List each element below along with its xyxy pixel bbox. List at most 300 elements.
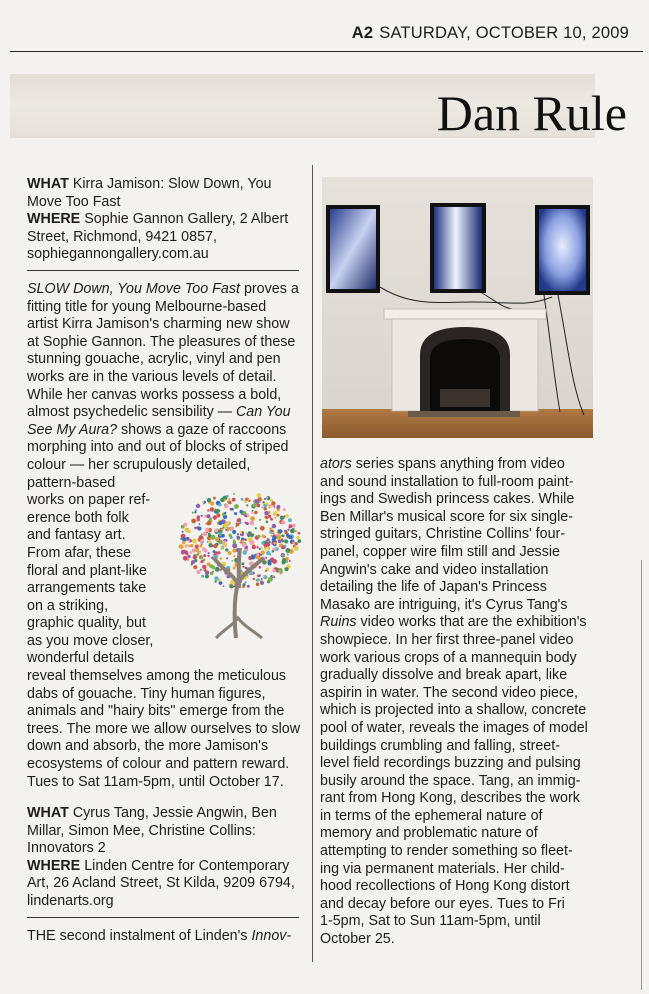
tree-dot [200, 569, 202, 571]
tree-dot [257, 493, 262, 498]
tree-dot [202, 501, 204, 503]
tree-dot [210, 507, 214, 511]
tree-dot [263, 504, 267, 508]
tree-dot [259, 519, 261, 521]
tree-dot [250, 516, 255, 521]
tree-dot [232, 543, 237, 548]
tree-dot [292, 542, 294, 544]
tree-dot [294, 546, 299, 551]
review2-line: and sound installation to full-room paint- [320, 473, 574, 490]
tree-dot [231, 508, 234, 511]
tree-dot [275, 517, 277, 519]
tree-dot [206, 514, 210, 518]
tree-dot [233, 567, 236, 570]
tree-dot [213, 544, 218, 549]
tree-artwork-image [176, 488, 304, 644]
header-rule [10, 51, 643, 52]
tree-dot [201, 515, 203, 517]
tree-dot [241, 498, 244, 501]
tree-dot [228, 501, 232, 505]
tree-dot [183, 523, 187, 527]
tree-dot [257, 578, 260, 581]
tree-dot [220, 557, 223, 560]
tree-dot [294, 531, 296, 533]
review2-line: and decay before our eyes. Tues to Fri [320, 895, 565, 912]
tree-dot [262, 535, 266, 539]
tree-dot [232, 498, 236, 502]
tree-dot [234, 504, 239, 509]
tree-dot [192, 539, 197, 544]
tree-dot [202, 565, 206, 569]
tree-dot [243, 550, 247, 554]
tree-dot [273, 534, 275, 536]
tree-dot [225, 548, 228, 551]
tree-dot [245, 567, 247, 569]
tree-dot [186, 544, 189, 547]
tree-dot [288, 535, 292, 539]
tree-dot [232, 530, 236, 534]
tree-dot [218, 540, 222, 544]
tree-dot [265, 570, 267, 572]
tree-dot [272, 548, 275, 551]
review1-line: as you move closer, [27, 632, 154, 649]
tree-dot [252, 510, 254, 512]
tree-dot [281, 546, 285, 550]
column-rule [312, 165, 313, 962]
review2-line: in terms of the ephemeral nature of [320, 807, 543, 824]
review1-line: works are in the various levels of detail. [27, 368, 277, 385]
tree-dot [263, 501, 265, 503]
tree-dot [200, 560, 203, 563]
tree-dot [215, 567, 220, 572]
tree-dot [272, 524, 276, 528]
review2-line: pool of water, reveals the images of model [320, 719, 588, 736]
tree-dot [244, 538, 247, 541]
tree-dot [197, 526, 201, 530]
tree-dot [235, 526, 237, 528]
review2-line: panel, copper wire film still and Jessie [320, 543, 560, 560]
tree-dot [259, 566, 262, 569]
tree-dot [266, 551, 270, 555]
tree-dot [210, 501, 214, 505]
tree-dot [287, 553, 289, 555]
tree-dot [289, 560, 291, 562]
review2-line: aspirin in water. The second video piece, [320, 684, 579, 701]
tree-dot [271, 535, 273, 537]
tree-dot [256, 583, 260, 587]
tree-dot [257, 504, 261, 508]
tree-dot [225, 544, 227, 546]
tree-dot [282, 558, 286, 562]
tree-dot [242, 540, 244, 542]
tree-dot [247, 533, 250, 536]
tree-dot [242, 585, 245, 588]
review2-line: Ben Millar's musical score for six single- [320, 508, 573, 525]
tree-dot [202, 547, 206, 551]
tree-dot [229, 534, 232, 537]
tree-dot [218, 521, 222, 525]
tree-dot [273, 511, 277, 515]
review1-line: almost psychedelic sensibility — [27, 404, 236, 421]
tree-dot [258, 575, 261, 578]
tree-dot [292, 524, 296, 528]
review2-where: Linden Centre for Contemporary Art, 26 Acland Street, St Kilda, 9209 6794, lindenarts.org [27, 857, 295, 909]
review2-line: October 25. [320, 931, 395, 948]
tree-dot [237, 533, 239, 535]
tree-dot [278, 539, 282, 543]
tree-dot [276, 505, 280, 509]
page-header [0, 24, 629, 43]
tree-dot [232, 549, 236, 553]
tree-dot [239, 531, 242, 534]
tree-dot [194, 511, 196, 513]
tree-dot [193, 555, 197, 559]
review2-line: gradually dissolve and break apart, like [320, 667, 568, 684]
tree-dot [223, 527, 225, 529]
tree-dot [240, 541, 242, 543]
issue-date: SATURDAY, OCTOBER 10, 2009 [379, 24, 629, 42]
tree-dot [233, 539, 235, 541]
tree-dot [203, 554, 206, 557]
tree-dot [250, 540, 255, 545]
page-number: A2 [351, 24, 374, 42]
tree-dot [194, 527, 197, 530]
tree-dot [297, 539, 301, 543]
review1-line: and fantasy art. [27, 527, 126, 544]
tree-dot [203, 532, 207, 536]
tree-dot [186, 537, 189, 540]
tree-dot [210, 572, 214, 576]
tree-dot [213, 550, 216, 553]
tree-dot [219, 503, 222, 506]
tree-dot [219, 570, 221, 572]
tree-dot [295, 542, 298, 545]
tree-dot [288, 518, 292, 522]
tree-dot [237, 538, 239, 540]
review1-line: shows a gaze of raccoons [117, 421, 287, 438]
tree-dot [245, 498, 248, 501]
tree-dot [284, 567, 288, 571]
tree-dot [251, 512, 253, 514]
tree-dot [264, 549, 266, 551]
tree-dot [280, 516, 284, 520]
review2-line: level field recordings buzzing and pulsing [320, 755, 581, 772]
tree-dot [296, 536, 299, 539]
artwork-title: Ruins [320, 614, 357, 631]
tree-dot [214, 576, 218, 580]
tree-dot [261, 578, 263, 580]
tree-dot [260, 526, 265, 531]
review1-line: animals and "hairy bits" emerge from the [27, 703, 285, 720]
tree-dot [205, 523, 207, 525]
tree-dot [262, 507, 264, 509]
tree-dot [223, 585, 225, 587]
tree-dot [239, 521, 242, 524]
tree-dot [230, 526, 234, 530]
review1-line: From afar, these [27, 544, 132, 561]
tree-dot [281, 520, 285, 524]
tree-dot [207, 541, 209, 543]
tree-dot [267, 538, 270, 541]
tree-dot [204, 515, 207, 518]
tree-dot [224, 512, 226, 514]
tree-dot [197, 515, 201, 519]
tree-dot [253, 503, 257, 507]
tree-dot [242, 571, 244, 573]
review1-line: stunning gouache, acrylic, vinyl and pen [27, 351, 281, 368]
tree-dot [251, 555, 256, 560]
tree-dot [250, 533, 254, 537]
tree-dot [298, 532, 301, 535]
tree-dot [210, 538, 212, 540]
tree-dot [189, 551, 192, 554]
review2-line: hood recollections of Hong Kong distort [320, 878, 570, 895]
tree-dot [224, 539, 226, 541]
review2-line: series spans anything from video [351, 456, 565, 472]
tree-dot [226, 557, 228, 559]
tree-dot [225, 529, 227, 531]
review2-line: busily around the space. Tang, an immig- [320, 772, 581, 789]
tree-dot [183, 556, 188, 561]
tree-dot [277, 535, 281, 539]
tree-dot [215, 528, 219, 532]
review1-line: at Sophie Gannon. The pleasures of these [27, 333, 296, 350]
review1-line: proves a [239, 281, 299, 297]
tree-dot [268, 506, 271, 509]
tree-dot [271, 501, 275, 505]
tree-dot [253, 578, 255, 580]
tree-dot [264, 511, 268, 515]
tree-dot [285, 514, 289, 518]
tree-dot [228, 551, 232, 555]
tree-dot [272, 538, 276, 542]
tree-dot [261, 547, 263, 549]
review1-line: on a striking, [27, 597, 109, 614]
what-label: WHAT [27, 805, 69, 821]
divider [27, 917, 299, 918]
review2-line: ings and Swedish princess cakes. While [320, 491, 575, 508]
review1-line: erence both folk [27, 509, 129, 526]
review1-line: While her canvas works possess a bold, [27, 386, 282, 403]
review1-line: works on paper ref- [27, 492, 151, 509]
tree-dot [196, 504, 200, 508]
tree-dot [214, 580, 216, 582]
tree-dot [207, 521, 212, 526]
tree-dot [246, 504, 248, 506]
tree-dot [220, 547, 223, 550]
review1-what: Kirra Jamison: Slow Down, You Move Too Fast [27, 176, 272, 210]
tree-dot [200, 556, 203, 559]
tree-dot [255, 527, 257, 529]
tree-dot [256, 546, 258, 548]
review1-line: ecosystems of colour and pattern reward. [27, 756, 290, 773]
tree-dot [281, 534, 284, 537]
review1-line: arrangements take [27, 580, 147, 597]
review2-line: rant from Hong Kong, describes the work [320, 790, 580, 807]
tree-dot [264, 507, 267, 510]
tree-dot [216, 509, 220, 513]
tree-dot [267, 547, 270, 550]
tree-dot [191, 519, 196, 524]
review1-line: reveal themselves among the meticulous [27, 668, 287, 685]
review2-body-start [27, 928, 303, 946]
tree-dot [242, 543, 246, 547]
tree-dot [258, 497, 262, 501]
tree-dot [270, 518, 273, 521]
review2-line: detailing the life of Japan's Princess [320, 579, 547, 596]
tree-dot [259, 548, 261, 550]
tree-dot [285, 540, 289, 544]
tree-dot [213, 515, 217, 519]
tree-dot [245, 532, 247, 534]
review1-wrap-text [27, 475, 175, 669]
gallery-installation-photo [322, 177, 593, 438]
review1-line: colour — her scrupulously detailed, [27, 456, 251, 473]
artwork-title: See My Aura? [27, 421, 118, 438]
review2-line: Masako are intriguing, it's Cyrus Tang's [320, 596, 568, 613]
review1-line: dabs of gouache. Tiny human figures, [27, 685, 266, 702]
review2-line: Angwin's cake and video installation [320, 561, 549, 578]
tree-dot [233, 493, 235, 495]
tree-dot [230, 580, 234, 584]
tree-dot [195, 543, 197, 545]
tree-dot [208, 552, 210, 554]
tree-dot [231, 560, 233, 562]
tree-dot [280, 571, 283, 574]
review1-line: floral and plant-like [27, 562, 148, 579]
review2-line: ing via permanent materials. Her child- [320, 860, 565, 877]
tree-dot [269, 527, 272, 530]
tree-dot [179, 544, 184, 549]
tree-dot [255, 499, 258, 502]
tree-dot [242, 566, 244, 568]
review2-line: buildings crumbling and falling, street- [320, 737, 560, 754]
tree-dot [233, 555, 235, 557]
tree-dot [230, 537, 232, 539]
review2-body [320, 456, 600, 949]
review2-line: showpiece. In her first three-panel video [320, 631, 574, 648]
tree-dot [254, 511, 258, 515]
tree-dot [264, 541, 267, 544]
review2-line: memory and problematic nature of [320, 825, 538, 842]
review1-line: fitting title for young Melbourne-based [27, 298, 267, 315]
review1-line: wonderful details [27, 650, 135, 667]
tree-dot [182, 531, 184, 533]
tree-dot [191, 563, 193, 565]
tree-dot [213, 497, 216, 500]
tree-dot [244, 515, 246, 517]
tree-dot [198, 552, 200, 554]
tree-dot [241, 513, 243, 515]
tree-dot [268, 515, 272, 519]
what-label: WHAT [27, 176, 69, 192]
tree-dot [278, 529, 282, 533]
review2-line: stringed guitars, Christine Collins' four- [320, 526, 566, 543]
tree-dot [252, 545, 256, 549]
tree-dot [193, 565, 197, 569]
tree-dot [274, 542, 276, 544]
review1-line: artist Kirra Jamison's charming new show [27, 316, 290, 333]
tree-dot [190, 544, 193, 547]
tree-dot [273, 576, 275, 578]
tree-dot [266, 497, 268, 499]
tree-dot [215, 537, 219, 541]
tree-dot [182, 550, 186, 554]
tree-dot [268, 577, 273, 582]
tree-dot [207, 509, 209, 511]
tree-dot [247, 585, 250, 588]
tree-dot [246, 522, 249, 525]
tree-dot [192, 512, 194, 514]
tree-dot [219, 534, 221, 536]
tree-dot [272, 569, 276, 573]
review1-line: Tues to Sat 11am-5pm, until October 17. [27, 773, 284, 790]
review2-line: which is projected into a shallow, concrete [320, 702, 587, 719]
review1-line: pattern-based [27, 474, 116, 491]
tree-dot [187, 530, 191, 534]
tree-dot [241, 562, 244, 565]
tree-dot [182, 541, 185, 544]
tree-dot [255, 556, 258, 559]
tree-dot [188, 555, 191, 558]
tree-dot [192, 548, 196, 552]
tree-dot [287, 529, 289, 531]
tree-dot [266, 521, 269, 524]
tree-dot [209, 564, 213, 568]
show-title: ators [320, 456, 352, 472]
review1-where: Sophie Gannon Gallery, 2 Albert Street, Richmond, 9421 0857, sophiegannongallery.com.au [27, 211, 289, 263]
tree-dot [281, 540, 284, 543]
page-edge-line [641, 560, 642, 990]
tree-dot [273, 506, 275, 508]
tree-dot [220, 498, 225, 503]
tree-dot [196, 570, 200, 574]
tree-dot [228, 498, 231, 501]
review2-line: video works that are the exhibition's [356, 614, 587, 631]
show-title: Innov- [251, 928, 292, 944]
tree-dot [277, 509, 280, 512]
review1-line: morphing into and out of blocks of striped [27, 439, 289, 456]
tree-dot [292, 528, 294, 530]
divider [27, 270, 299, 271]
tree-dot [207, 555, 209, 557]
tree-dot [201, 539, 204, 542]
review2-line: THE second instalment of Linden's [27, 928, 252, 944]
tree-dot [201, 575, 204, 578]
tree-dot [266, 517, 268, 519]
tree-dot [234, 512, 237, 515]
review1-info [27, 176, 303, 264]
review2-line: work various crops of a mannequin body [320, 649, 577, 666]
tree-dot [199, 535, 203, 539]
review2-info [27, 805, 303, 911]
tree-dot [260, 554, 262, 556]
tree-dot [199, 523, 201, 525]
tree-dot [263, 575, 265, 577]
tree-dot [205, 528, 209, 532]
tree-dot [180, 538, 182, 540]
tree-dot [289, 524, 293, 528]
tree-dot [207, 498, 211, 502]
tree-dot [283, 508, 286, 511]
tree-dot [224, 504, 228, 508]
tree-dot [249, 521, 254, 526]
tree-dot [229, 584, 233, 588]
review1-line: graphic quality, but [27, 615, 146, 632]
tree-dot [185, 552, 188, 555]
tree-dot [264, 498, 266, 500]
byline: Dan Rule [436, 85, 627, 141]
